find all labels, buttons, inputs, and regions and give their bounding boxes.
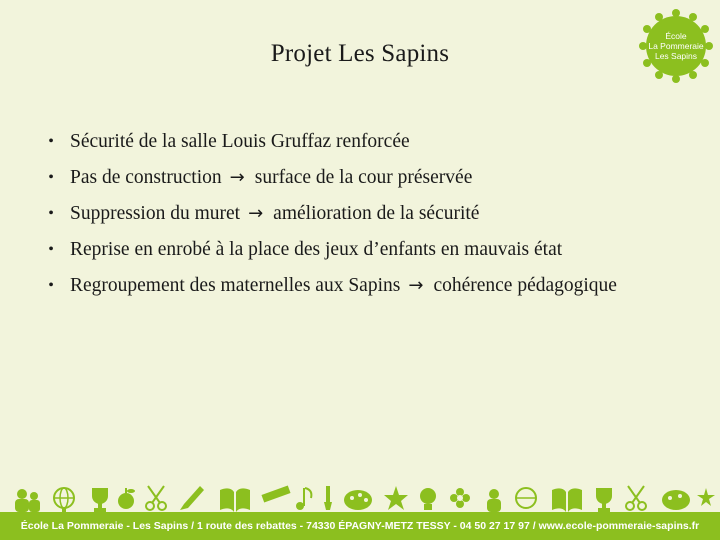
bullet-icon: • bbox=[48, 205, 54, 222]
footer-icon-strip bbox=[0, 482, 720, 512]
palette-icon bbox=[344, 490, 372, 510]
logo-line-2: La Pommeraie bbox=[648, 41, 704, 51]
bullet-list bbox=[42, 124, 682, 304]
ruler-icon bbox=[261, 485, 290, 502]
bullet-item bbox=[42, 160, 682, 196]
flower-icon bbox=[450, 488, 470, 508]
bullet-text-before: Suppression du muret bbox=[70, 203, 241, 224]
apple-icon bbox=[118, 488, 135, 509]
bullet-text-after: cohérence pédagogique bbox=[433, 275, 617, 296]
trophy-icon bbox=[92, 488, 108, 512]
pencil-icon bbox=[180, 486, 204, 510]
globe-icon bbox=[516, 488, 536, 508]
scissors-icon bbox=[146, 486, 166, 510]
slide-title: Projet Les Sapins bbox=[270, 40, 450, 67]
arrow-right-icon: → bbox=[248, 203, 264, 224]
bullet-item bbox=[42, 268, 630, 304]
bullet-text-after: amélioration de la sécurité bbox=[273, 203, 480, 224]
book-icon bbox=[220, 488, 250, 512]
arrow-right-icon: → bbox=[229, 167, 245, 188]
school-logo bbox=[638, 8, 714, 84]
globe-icon bbox=[54, 488, 74, 512]
bullet-icon: • bbox=[48, 169, 54, 186]
footer-bar bbox=[0, 512, 720, 540]
bullet-item bbox=[42, 124, 682, 160]
people-icon bbox=[487, 489, 501, 512]
scissors-icon bbox=[626, 486, 646, 510]
star-icon bbox=[384, 486, 408, 510]
lightbulb-icon bbox=[420, 488, 436, 510]
bullet-item bbox=[42, 232, 682, 268]
book-icon bbox=[552, 488, 582, 512]
people-icon bbox=[15, 489, 40, 512]
logo-text bbox=[638, 8, 714, 84]
bullet-text-before: Pas de construction bbox=[70, 167, 222, 188]
bullet-text: Reprise en enrobé à la place des jeux d’enfants en mauvais état bbox=[70, 239, 563, 260]
trophy-icon bbox=[596, 488, 612, 512]
palette-icon bbox=[662, 490, 690, 510]
bullet-text-before: Regroupement des maternelles aux Sapins bbox=[70, 275, 401, 296]
star-icon bbox=[697, 488, 715, 506]
bullet-item bbox=[42, 196, 682, 232]
logo-line-1: École bbox=[665, 31, 687, 41]
bullet-text: Sécurité de la salle Louis Gruffaz renforcée bbox=[70, 131, 410, 152]
bullet-icon: • bbox=[48, 277, 54, 294]
music-note-icon bbox=[296, 488, 311, 510]
arrow-right-icon: → bbox=[408, 275, 424, 296]
logo-line-3: Les Sapins bbox=[654, 51, 698, 61]
footer-contact-text: École La Pommeraie - Les Sapins / 1 route des rebattes - 74330 ÉPAGNY-METZ TESSY - 04 50 27 17 97 / www.ecole-pommeraie-sapins.fr bbox=[20, 520, 700, 532]
bullet-text-after: surface de la cour préservée bbox=[254, 167, 473, 188]
bullet-icon: • bbox=[48, 133, 54, 150]
paint-brush-icon bbox=[324, 486, 332, 510]
bullet-icon: • bbox=[48, 241, 54, 258]
